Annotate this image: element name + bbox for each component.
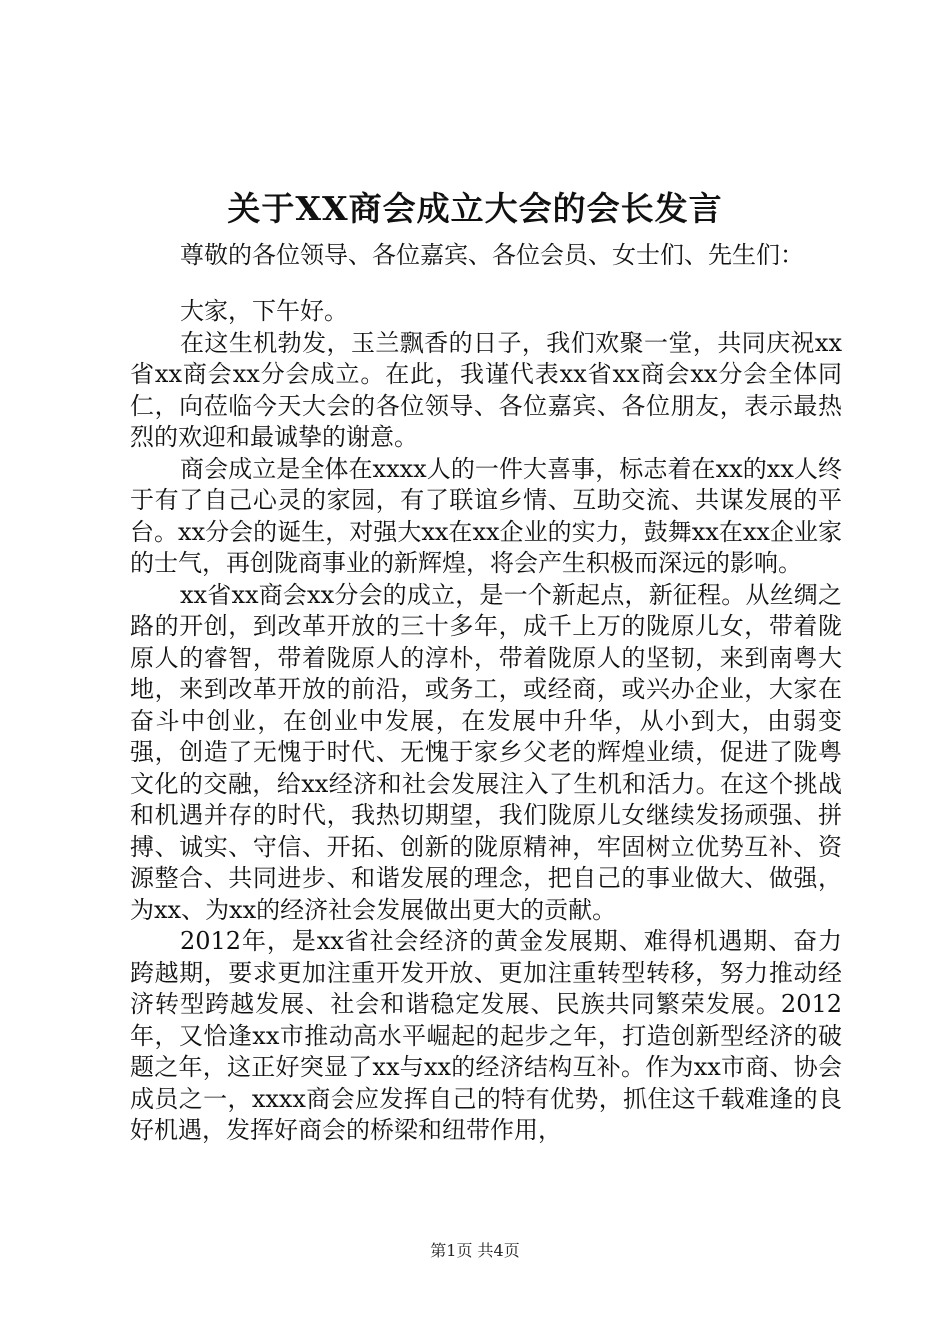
paragraph: 2012年，是xx省社会经济的黄金发展期、难得机遇期、奋力跨越期，要求更加注重开发开放、更加注重转型转移，努力推动经济转型跨越发展、社会和谐稳定发展、民族共同繁荣发展。2012年，又恰逢xx市推动高水平崛起的起步之年，打造创新型经济的破题之年，这正好突显了xx与xx的经济结构互补。作为xx市商、协会成员之一，xxxx商会应发挥自己的特有优势，抓住这千载难逢的良好机遇，发挥好商会的桥梁和纽带作用，	[130, 927, 842, 1144]
paragraph: 大家，下午好。	[180, 297, 348, 325]
salutation: 尊敬的各位领导、各位嘉宾、各位会员、女士们、先生们：	[180, 241, 804, 269]
page-footer: 第1页 共4页	[430, 1241, 520, 1260]
document-body	[130, 296, 842, 1147]
paragraph: xx省xx商会xx分会的成立，是一个新起点，新征程。从丝绸之路的开创，到改革开放的三十多年，成千上万的陇原儿女，带着陇原人的睿智，带着陇原人的淳朴，带着陇原人的坚韧，来到南粤大地，来到改革开放的前沿，或务工，或经商，或兴办企业，大家在奋斗中创业，在创业中发展，在发展中升华，从小到大，由弱变强，创造了无愧于时代、无愧于家乡父老的辉煌业绩，促进了陇粤文化的交融，给xx经济和社会发展注入了生机和活力。在这个挑战和机遇并存的时代，我热切期望，我们陇原儿女继续发扬顽强、拼搏、诚实、守信、开拓、创新的陇原精神，牢固树立优势互补、资源整合、共同进步、和谐发展的理念，把自己的事业做大、做强，为xx、为xx的经济社会发展做出更大的贡献。	[130, 580, 842, 924]
paragraph: 商会成立是全体在xxxx人的一件大喜事，标志着在xx的xx人终于有了自己心灵的家园，有了联谊乡情、互助交流、共谋发展的平台。xx分会的诞生，对强大xx在xx企业的实力，鼓舞xx在xx企业家的士气，再创陇商事业的新辉煌，将会产生积极而深远的影响。	[130, 454, 842, 577]
document-title: 关于XX商会成立大会的会长发言	[227, 189, 723, 228]
paragraph: 在这生机勃发，玉兰飘香的日子，我们欢聚一堂，共同庆祝xx省xx商会xx分会成立。在此，我谨代表xx省xx商会xx分会全体同仁，向莅临今天大会的各位领导、各位嘉宾、各位朋友，表示最热烈的欢迎和最诚挚的谢意。	[130, 328, 842, 451]
